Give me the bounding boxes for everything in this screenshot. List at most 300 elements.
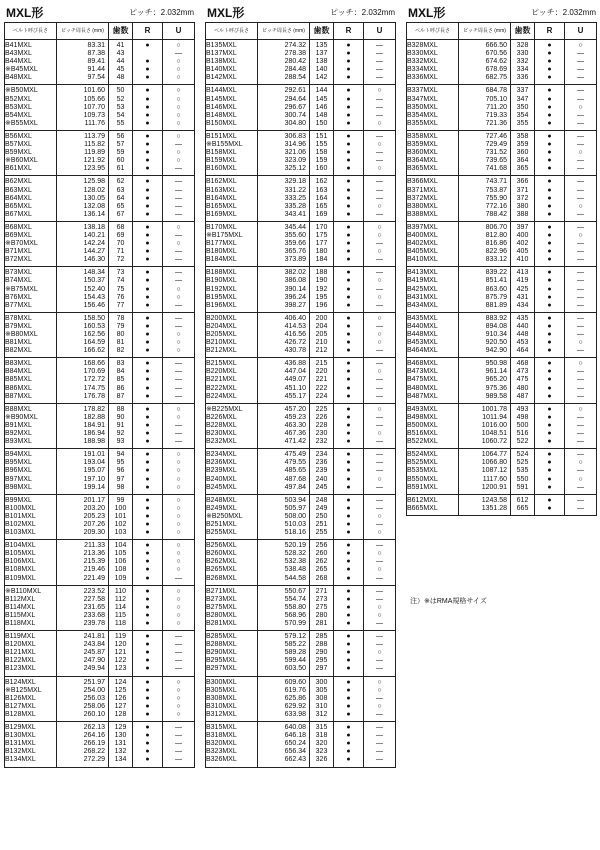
belt-name-cell: B78MXL (5, 312, 57, 323)
r-availability-cell: ● (334, 66, 364, 74)
pitch-length-cell: 154.43 (57, 294, 109, 302)
teeth-count-cell: 464 (511, 347, 535, 358)
teeth-count-cell: 402 (511, 240, 535, 248)
belt-name-cell: B288MXL (206, 641, 258, 649)
belt-name-cell: B102MXL (5, 521, 57, 529)
table-row (5, 585, 195, 596)
belt-name-cell: B434MXL (407, 302, 459, 313)
u-availability-cell: ○ (163, 604, 195, 612)
table-row (206, 558, 396, 566)
table-row (5, 120, 195, 131)
teeth-count-cell: 90 (109, 414, 133, 422)
pitch-length-cell: 950.98 (459, 358, 511, 369)
table-row (5, 165, 195, 176)
r-availability-cell: ● (334, 331, 364, 339)
pitch-length-cell: 201.17 (57, 494, 109, 505)
belt-name-cell: B535MXL (407, 467, 459, 475)
table-row (407, 240, 597, 248)
belt-name-cell: B305MXL (206, 687, 258, 695)
u-availability-cell: ○ (163, 347, 195, 358)
teeth-count-cell: 251 (310, 521, 334, 529)
u-availability-cell: — (565, 449, 597, 460)
belt-name-cell: B240MXL (206, 476, 258, 484)
pitch-length-cell: 239.78 (57, 620, 109, 631)
r-availability-cell: ● (133, 695, 163, 703)
pitch-length-cell: 241.81 (57, 631, 109, 642)
pitch-length-cell: 249.94 (57, 665, 109, 676)
pitch-length-cell: 373.89 (258, 256, 310, 267)
belt-name-cell: B435MXL (407, 312, 459, 323)
teeth-count-cell: 60 (109, 157, 133, 165)
table-row (5, 740, 195, 748)
pitch-length-cell: 262.13 (57, 722, 109, 733)
table-row (206, 529, 396, 540)
header-u: U (163, 23, 195, 40)
r-availability-cell: ● (133, 286, 163, 294)
belt-name-cell: B355MXL (407, 120, 459, 131)
belt-name-cell: B159MXL (206, 157, 258, 165)
r-availability-cell: ● (133, 641, 163, 649)
teeth-count-cell: 101 (109, 513, 133, 521)
pitch-length-cell: 1060.72 (459, 438, 511, 449)
belt-name-cell: B236MXL (206, 459, 258, 467)
r-availability-cell: ● (133, 529, 163, 540)
table-row (407, 467, 597, 475)
teeth-count-cell: 48 (109, 74, 133, 85)
pitch-length-cell: 207.26 (57, 521, 109, 529)
table-column-1 (4, 4, 194, 768)
pitch-length-cell: 471.42 (258, 438, 310, 449)
pitch-length-cell: 646.18 (258, 732, 310, 740)
r-availability-cell: ● (535, 74, 565, 85)
teeth-count-cell: 419 (511, 277, 535, 285)
table-row (206, 248, 396, 256)
table-row (407, 221, 597, 232)
belt-name-cell: B177MXL (206, 240, 258, 248)
table-row (407, 66, 597, 74)
u-availability-cell: — (364, 459, 396, 467)
r-availability-cell: ● (535, 141, 565, 149)
teeth-count-cell: 372 (511, 195, 535, 203)
r-availability-cell: ● (133, 58, 163, 66)
u-availability-cell: ○ (364, 277, 396, 285)
r-availability-cell: ● (535, 403, 565, 414)
pitch-length-cell: 203.20 (57, 505, 109, 513)
belt-name-cell: B388MXL (407, 211, 459, 222)
teeth-count-cell: 232 (310, 438, 334, 449)
teeth-count-cell: 142 (310, 74, 334, 85)
table-row (5, 104, 195, 112)
teeth-count-cell: 135 (310, 40, 334, 51)
u-availability-cell: — (565, 130, 597, 141)
table-row (206, 449, 396, 460)
pitch-length-cell: 331.22 (258, 187, 310, 195)
belt-name-cell: B371MXL (407, 187, 459, 195)
table-row (5, 187, 195, 195)
belt-name-cell: B142MXL (206, 74, 258, 85)
teeth-count-cell: 205 (310, 331, 334, 339)
table-row (206, 165, 396, 176)
r-availability-cell: ● (133, 176, 163, 187)
teeth-count-cell: 500 (511, 422, 535, 430)
u-availability-cell: — (565, 422, 597, 430)
pitch-length-cell: 532.38 (258, 558, 310, 566)
r-availability-cell: ● (334, 585, 364, 596)
pitch-length-cell: 260.10 (57, 711, 109, 722)
belt-name-cell: B221MXL (206, 376, 258, 384)
teeth-count-cell: 52 (109, 96, 133, 104)
u-availability-cell: ○ (565, 358, 597, 369)
pitch-length-cell: 505.97 (258, 505, 310, 513)
teeth-count-cell: 61 (109, 165, 133, 176)
pitch-length-cell: 278.38 (258, 50, 310, 58)
belt-name-cell: B475MXL (407, 376, 459, 384)
table-row (5, 403, 195, 414)
r-availability-cell: ● (535, 385, 565, 393)
teeth-count-cell: 76 (109, 294, 133, 302)
pitch-length-cell: 447.04 (258, 368, 310, 376)
teeth-count-cell: 475 (511, 376, 535, 384)
r-availability-cell: ● (535, 96, 565, 104)
u-availability-cell: — (565, 494, 597, 505)
belt-name-cell: B87MXL (5, 393, 57, 404)
table-row (5, 476, 195, 484)
teeth-count-cell: 248 (310, 494, 334, 505)
u-availability-cell: ○ (364, 430, 396, 438)
r-availability-cell: ● (334, 703, 364, 711)
table-row (206, 711, 396, 722)
belt-name-cell: B53MXL (5, 104, 57, 112)
pitch-length-cell: 168.66 (57, 358, 109, 369)
r-availability-cell: ● (535, 449, 565, 460)
u-availability-cell: — (364, 323, 396, 331)
belt-name-cell: B271MXL (206, 585, 258, 596)
belt-name-cell: B59MXL (5, 149, 57, 157)
u-availability-cell: ○ (163, 521, 195, 529)
table-row (5, 665, 195, 676)
pitch-length-cell: 910.34 (459, 331, 511, 339)
teeth-count-cell: 236 (310, 459, 334, 467)
teeth-count-cell: 54 (109, 112, 133, 120)
table-row (5, 459, 195, 467)
teeth-count-cell: 121 (109, 649, 133, 657)
r-availability-cell: ● (535, 195, 565, 203)
belt-name-cell: B290MXL (206, 649, 258, 657)
teeth-count-cell: 413 (511, 267, 535, 278)
table-row (206, 347, 396, 358)
pitch-length-cell: 485.65 (258, 467, 310, 475)
teeth-count-cell: 245 (310, 484, 334, 495)
belt-name-cell: B73MXL (5, 267, 57, 278)
belt-name-cell: B124MXL (5, 676, 57, 687)
table-row (407, 331, 597, 339)
belt-name-cell: B364MXL (407, 157, 459, 165)
belt-name-cell: ※B225MXL (206, 403, 258, 414)
u-availability-cell: ○ (163, 286, 195, 294)
belt-name-cell: B612MXL (407, 494, 459, 505)
pitch-length-cell: 186.94 (57, 430, 109, 438)
teeth-count-cell: 125 (109, 687, 133, 695)
r-availability-cell: ● (334, 141, 364, 149)
r-availability-cell: ● (133, 665, 163, 676)
u-availability-cell: — (364, 376, 396, 384)
teeth-count-cell: 112 (109, 596, 133, 604)
u-availability-cell: — (163, 195, 195, 203)
belt-name-cell: B330MXL (407, 50, 459, 58)
r-availability-cell: ● (334, 376, 364, 384)
u-availability-cell: ○ (364, 312, 396, 323)
r-availability-cell: ● (133, 414, 163, 422)
u-availability-cell: ○ (163, 695, 195, 703)
belt-name-cell: B295MXL (206, 657, 258, 665)
table-row (5, 596, 195, 604)
r-availability-cell: ● (535, 211, 565, 222)
u-availability-cell: ○ (163, 449, 195, 460)
teeth-count-cell: 151 (310, 130, 334, 141)
u-availability-cell: — (565, 376, 597, 384)
table-row (5, 66, 195, 74)
belt-name-cell: B164MXL (206, 195, 258, 203)
r-availability-cell: ● (133, 393, 163, 404)
belt-name-cell: B100MXL (5, 505, 57, 513)
belt-name-cell: B134MXL (5, 756, 57, 767)
teeth-count-cell: 323 (310, 748, 334, 756)
belt-name-cell: B91MXL (5, 422, 57, 430)
table-row (206, 513, 396, 521)
pitch-length-cell: 570.99 (258, 620, 310, 631)
pitch-length-cell: 174.75 (57, 385, 109, 393)
belt-name-cell: B205MXL (206, 331, 258, 339)
table-row (206, 620, 396, 631)
table-column-3 (406, 4, 596, 516)
pitch-length-cell: 510.03 (258, 521, 310, 529)
belt-name-cell: ※B80MXL (5, 331, 57, 339)
teeth-count-cell: 212 (310, 347, 334, 358)
pitch-length-cell: 457.20 (258, 403, 310, 414)
r-availability-cell: ● (334, 347, 364, 358)
teeth-count-cell: 226 (310, 414, 334, 422)
r-availability-cell: ● (334, 521, 364, 529)
belt-name-cell: B120MXL (5, 641, 57, 649)
u-availability-cell: — (163, 312, 195, 323)
r-availability-cell: ● (535, 414, 565, 422)
belt-name-cell: B473MXL (407, 368, 459, 376)
r-availability-cell: ● (133, 141, 163, 149)
teeth-count-cell: 365 (511, 165, 535, 176)
pitch-length-cell: 650.24 (258, 740, 310, 748)
pitch-length-cell: 266.19 (57, 740, 109, 748)
pitch-length-cell: 975.36 (459, 385, 511, 393)
pitch-length-cell: 170.69 (57, 368, 109, 376)
r-availability-cell: ● (133, 703, 163, 711)
u-availability-cell: ○ (163, 540, 195, 551)
belt-name-cell: B365MXL (407, 165, 459, 176)
belt-name-cell: B332MXL (407, 58, 459, 66)
teeth-count-cell: 78 (109, 312, 133, 323)
r-availability-cell: ● (535, 232, 565, 240)
teeth-count-cell: 169 (310, 211, 334, 222)
r-availability-cell: ● (535, 85, 565, 96)
belt-name-cell: B480MXL (407, 385, 459, 393)
table-row (5, 176, 195, 187)
table-row (5, 449, 195, 460)
u-availability-cell: ○ (163, 687, 195, 695)
r-availability-cell: ● (133, 323, 163, 331)
teeth-count-cell: 350 (511, 104, 535, 112)
u-availability-cell: ○ (364, 676, 396, 687)
r-availability-cell: ● (334, 430, 364, 438)
pitch-length-cell: 251.97 (57, 676, 109, 687)
teeth-count-cell: 163 (310, 187, 334, 195)
pitch-length-cell: 1243.58 (459, 494, 511, 505)
teeth-count-cell: 256 (310, 540, 334, 551)
table-row (206, 575, 396, 586)
u-availability-cell: ○ (364, 476, 396, 484)
table-row (206, 58, 396, 66)
belt-name-cell: B106MXL (5, 558, 57, 566)
pitch-length-cell: 741.68 (459, 165, 511, 176)
u-availability-cell: ○ (565, 403, 597, 414)
teeth-count-cell: 188 (310, 267, 334, 278)
pitch-length-cell: 497.84 (258, 484, 310, 495)
r-availability-cell: ● (334, 596, 364, 604)
r-availability-cell: ● (334, 657, 364, 665)
r-availability-cell: ● (334, 505, 364, 513)
r-availability-cell: ● (334, 195, 364, 203)
pitch-length-cell: 508.00 (258, 513, 310, 521)
header-pitch-length: ピッチ周長さ (mm) (459, 23, 511, 40)
r-availability-cell: ● (334, 286, 364, 294)
belt-name-cell: B334MXL (407, 66, 459, 74)
u-availability-cell: — (565, 385, 597, 393)
table-row (206, 430, 396, 438)
pitch-length-cell: 558.80 (258, 604, 310, 612)
u-availability-cell: — (364, 449, 396, 460)
pitch-length-cell: 1200.91 (459, 484, 511, 495)
r-availability-cell: ● (535, 248, 565, 256)
teeth-count-cell: 118 (109, 620, 133, 631)
table-row (5, 513, 195, 521)
teeth-count-cell: 96 (109, 467, 133, 475)
belt-name-cell: B84MXL (5, 368, 57, 376)
u-availability-cell: ○ (163, 550, 195, 558)
belt-name-cell: ※B125MXL (5, 687, 57, 695)
r-availability-cell: ● (535, 104, 565, 112)
r-availability-cell: ● (133, 248, 163, 256)
belt-name-cell: B184MXL (206, 256, 258, 267)
table-row (206, 120, 396, 131)
u-availability-cell: ○ (163, 620, 195, 631)
belt-name-cell: B158MXL (206, 149, 258, 157)
belt-name-cell: ※B70MXL (5, 240, 57, 248)
teeth-count-cell: 332 (511, 58, 535, 66)
r-availability-cell: ● (133, 165, 163, 176)
r-availability-cell: ● (535, 368, 565, 376)
belt-name-cell: B328MXL (407, 40, 459, 51)
table-row (206, 187, 396, 195)
table-row (206, 385, 396, 393)
teeth-count-cell: 75 (109, 286, 133, 294)
pitch-length-cell: 721.36 (459, 120, 511, 131)
u-availability-cell: — (565, 165, 597, 176)
belt-name-cell: B41MXL (5, 40, 57, 51)
pitch-length-cell: 258.06 (57, 703, 109, 711)
belt-name-cell: B104MXL (5, 540, 57, 551)
table-row (206, 66, 396, 74)
u-availability-cell: ○ (163, 157, 195, 165)
pitch-length-cell: 640.08 (258, 722, 310, 733)
u-availability-cell: ○ (163, 676, 195, 687)
teeth-count-cell: 265 (310, 566, 334, 574)
r-availability-cell: ● (334, 687, 364, 695)
table-row (5, 85, 195, 96)
table-row (407, 232, 597, 240)
u-availability-cell: — (163, 323, 195, 331)
pitch-length-cell: 91.44 (57, 66, 109, 74)
belt-name-cell: B138MXL (206, 58, 258, 66)
r-availability-cell: ● (334, 631, 364, 642)
belt-name-cell: B413MXL (407, 267, 459, 278)
r-availability-cell: ● (133, 438, 163, 449)
belt-name-cell: B103MXL (5, 529, 57, 540)
teeth-count-cell: 425 (511, 286, 535, 294)
u-availability-cell: ○ (364, 703, 396, 711)
r-availability-cell: ● (334, 74, 364, 85)
teeth-count-cell: 305 (310, 687, 334, 695)
table-row (407, 323, 597, 331)
u-availability-cell: — (565, 176, 597, 187)
pitch-length-cell: 162.56 (57, 331, 109, 339)
pitch-length-cell: 822.96 (459, 248, 511, 256)
u-availability-cell: ○ (364, 604, 396, 612)
pitch-label: ピッチ：2.032mm (329, 8, 395, 17)
pitch-length-cell: 314.96 (258, 141, 310, 149)
u-availability-cell: — (163, 277, 195, 285)
u-availability-cell: — (565, 50, 597, 58)
belt-name-cell: B85MXL (5, 376, 57, 384)
pitch-length-cell: 883.92 (459, 312, 511, 323)
table-row (206, 459, 396, 467)
u-availability-cell: ○ (364, 221, 396, 232)
r-availability-cell: ● (334, 368, 364, 376)
teeth-count-cell: 271 (310, 585, 334, 596)
belt-name-cell: B226MXL (206, 414, 258, 422)
teeth-count-cell: 44 (109, 58, 133, 66)
pitch-length-cell: 414.53 (258, 323, 310, 331)
header-teeth: 歯数 (310, 23, 334, 40)
u-availability-cell: ○ (364, 120, 396, 131)
r-availability-cell: ● (535, 112, 565, 120)
table-row (206, 40, 396, 51)
belt-name-cell: B99MXL (5, 494, 57, 505)
belt-name-cell: B127MXL (5, 703, 57, 711)
teeth-count-cell: 144 (310, 85, 334, 96)
r-availability-cell: ● (334, 748, 364, 756)
belt-name-cell: B163MXL (206, 187, 258, 195)
belt-name-cell: B297MXL (206, 665, 258, 676)
u-availability-cell: — (163, 649, 195, 657)
u-availability-cell: — (364, 187, 396, 195)
teeth-count-cell: 280 (310, 612, 334, 620)
u-availability-cell: — (565, 256, 597, 267)
teeth-count-cell: 67 (109, 211, 133, 222)
pitch-length-cell: 788.42 (459, 211, 511, 222)
teeth-count-cell: 262 (310, 558, 334, 566)
teeth-count-cell: 234 (310, 449, 334, 460)
table-row (206, 540, 396, 551)
u-availability-cell: — (565, 438, 597, 449)
u-availability-cell: — (565, 414, 597, 422)
